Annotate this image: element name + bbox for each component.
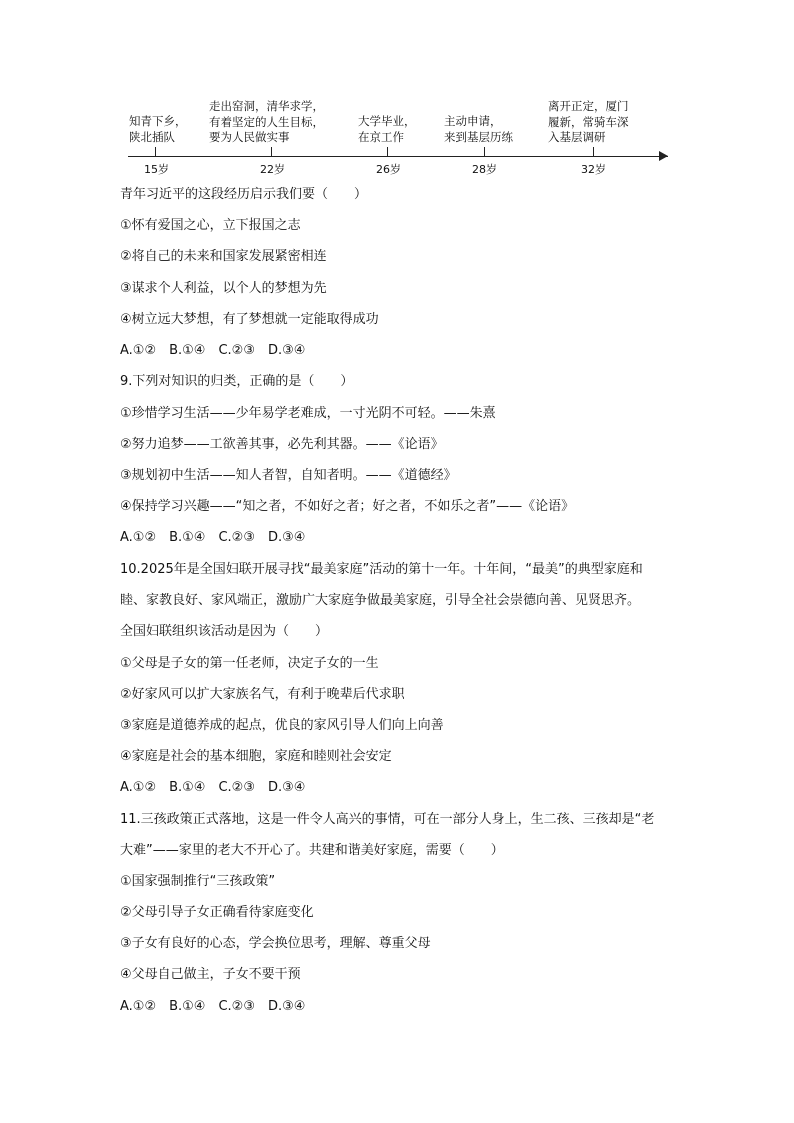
option-item: ①怀有爱国之心，立下报国之志 bbox=[120, 218, 301, 233]
option-item: ③规划初中生活——知人者智，自知者明。——《道德经》 bbox=[120, 468, 457, 483]
option-item: ③谋求个人利益，以个人的梦想为先 bbox=[120, 281, 327, 296]
question-stem: 11.三孩政策正式落地，这是一件令人高兴的事情，可在一部分人身上，生二孩、三孩却是“老 bbox=[120, 812, 655, 827]
option-item: ②努力追梦——工欲善其事，必先利其器。——《论语》 bbox=[120, 437, 444, 452]
option-item: ②父母引导子女正确看待家庭变化 bbox=[120, 905, 314, 920]
question-stem: 睦、家教良好、家风端正，激励广大家庭争做最美家庭，引导全社会崇德向善、见贤思齐。 bbox=[120, 593, 641, 608]
question-stem: 青年习近平的这段经历启示我们要（ ） bbox=[120, 187, 368, 202]
question-stem: 10.2025年是全国妇联开展寻找“最美家庭”活动的第十一年。十年间，“最美”的典型家庭和 bbox=[120, 562, 643, 577]
timeline-age: 28岁 bbox=[472, 163, 497, 176]
timeline-age: 22岁 bbox=[260, 163, 285, 176]
option-item: ③子女有良好的心态，学会换位思考，理解、尊重父母 bbox=[120, 936, 431, 951]
option-item: ④家庭是社会的基本细胞，家庭和睦则社会安定 bbox=[120, 749, 392, 764]
option-item: ④保持学习兴趣——“知之者，不如好之者；好之者，不如乐之者”——《论语》 bbox=[120, 499, 575, 514]
timeline-event: 大学毕业， 在京工作 bbox=[358, 114, 416, 144]
timeline-event: 知青下乡， 陕北插队 bbox=[129, 114, 187, 144]
timeline-tick bbox=[484, 147, 485, 157]
question-stem: 全国妇联组织该活动是因为（ ） bbox=[120, 624, 329, 639]
option-item: ②将自己的未来和国家发展紧密相连 bbox=[120, 249, 327, 264]
timeline-age: 26岁 bbox=[376, 163, 401, 176]
timeline-figure bbox=[118, 92, 678, 184]
timeline-event: 走出窑洞，清华求学， 有着坚定的人生目标， 要为人民做实事 bbox=[209, 99, 324, 144]
timeline-age: 15岁 bbox=[144, 163, 169, 176]
option-item: ②好家风可以扩大家族名气，有利于晚辈后代求职 bbox=[120, 687, 405, 702]
answer-choices: A.①② B.①④ C.②③ D.③④ bbox=[120, 999, 306, 1014]
timeline-tick bbox=[593, 147, 594, 157]
answer-choices: A.①② B.①④ C.②③ D.③④ bbox=[120, 530, 306, 545]
option-item: ④树立远大梦想，有了梦想就一定能取得成功 bbox=[120, 312, 379, 327]
answer-choices: A.①② B.①④ C.②③ D.③④ bbox=[120, 343, 306, 358]
answer-choices: A.①② B.①④ C.②③ D.③④ bbox=[120, 780, 306, 795]
option-item: ④父母自己做主，子女不要干预 bbox=[120, 967, 301, 982]
option-item: ③家庭是道德养成的起点，优良的家风引导人们向上向善 bbox=[120, 718, 444, 733]
timeline-axis bbox=[128, 156, 668, 157]
timeline-arrow-icon bbox=[659, 151, 668, 161]
timeline-event: 主动申请， 来到基层历练 bbox=[444, 114, 513, 144]
timeline-tick bbox=[387, 147, 388, 157]
option-item: ①父母是子女的第一任老师，决定子女的一生 bbox=[120, 656, 379, 671]
timeline-tick bbox=[271, 147, 272, 157]
option-item: ①珍惜学习生活——少年易学老难成，一寸光阴不可轻。——朱熹 bbox=[120, 406, 496, 421]
timeline-tick bbox=[155, 147, 156, 157]
timeline-age: 32岁 bbox=[581, 163, 606, 176]
question-stem: 9.下列对知识的归类，正确的是（ ） bbox=[120, 374, 354, 389]
question-stem: 大难”——家里的老大不开心了。共建和谐美好家庭，需要（ ） bbox=[120, 843, 504, 858]
timeline-event: 离开正定，厦门 履新，常骑车深 入基层调研 bbox=[548, 99, 629, 144]
option-item: ①国家强制推行“三孩政策” bbox=[120, 874, 276, 889]
